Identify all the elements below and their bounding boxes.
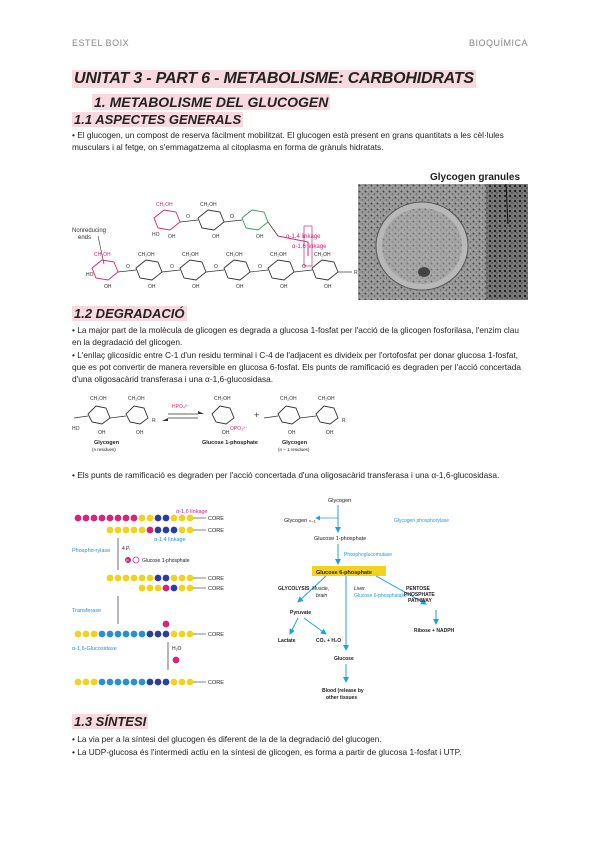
svg-text:CH₂OH: CH₂OH	[90, 396, 107, 402]
svg-text:O: O	[302, 264, 306, 270]
glucose-ring	[180, 260, 206, 280]
paragraph-degradacio-1: • La major part de la molècula de glicogen es degrada a glucosa 1-fosfat per l'acció de la glicogen fosforilasa, l'enzim clau en la degradació del glicogen.	[72, 325, 519, 347]
header-author: ESTEL BOIX	[72, 38, 130, 48]
svg-text:OH: OH	[324, 284, 332, 290]
svg-text:CORE: CORE	[208, 516, 224, 522]
svg-text:OH: OH	[136, 430, 144, 436]
svg-text:CORE: CORE	[208, 632, 224, 638]
paragraph-degradacio-3: • Els punts de ramificació es degraden per l'acció concertada d'una oligosacàrid transferasa i una α-1,6-glucosidasa.	[72, 470, 500, 480]
svg-text:O: O	[230, 214, 234, 220]
svg-text:4 Pᵢ: 4 Pᵢ	[122, 546, 131, 552]
paragraph-degradacio-2: • L'enllaç glicosídic entre C-1 d'un residu terminal i C-4 de l'adjacent es divideix per l'ortofosfat per donar glucosa 1-fosfat, que es pot convertir de manera reversible en glucosa 6-fosfat. Els punts de ramificació es degraden per l'acció concertada d'una oligosacàrid transferasa i una α-1,6-glucosidasa.	[72, 350, 521, 384]
svg-text:Glycogen: Glycogen	[328, 498, 352, 504]
svg-text:GLYCOLYSIS: GLYCOLYSIS	[278, 586, 310, 592]
svg-text:R: R	[152, 418, 156, 424]
svg-text:OH: OH	[168, 234, 176, 240]
debranching-diagram	[72, 500, 268, 706]
svg-text:HO: HO	[152, 232, 160, 238]
svg-text:HO: HO	[86, 272, 94, 278]
svg-text:Glucose 1-phosphate: Glucose 1-phosphate	[142, 558, 190, 564]
label-alpha16: α-1,6 linkage	[292, 244, 327, 250]
svg-text:CORE: CORE	[208, 528, 224, 534]
svg-text:PENTOSE: PENTOSE	[406, 586, 430, 592]
svg-text:CH₂OH: CH₂OH	[270, 252, 287, 258]
svg-text:PHOSPHATE: PHOSPHATE	[404, 592, 435, 598]
svg-text:CORE: CORE	[208, 586, 224, 592]
svg-text:H₂O: H₂O	[172, 646, 182, 652]
svg-text:α-1,6-Glucosidase: α-1,6-Glucosidase	[72, 646, 117, 652]
svg-text:OH: OH	[256, 234, 264, 240]
svg-text:Glucose 6-phosphate: Glucose 6-phosphate	[316, 570, 372, 576]
glucose-ring	[224, 260, 250, 280]
svg-text:O: O	[258, 264, 262, 270]
svg-text:(n residues): (n residues)	[92, 447, 116, 452]
svg-text:OH: OH	[236, 284, 244, 290]
section-heading-1: 1. METABOLISME DEL GLUCOGEN	[94, 94, 329, 110]
svg-text:CH₂OH: CH₂OH	[280, 396, 297, 402]
label-alpha14: α-1,4 linkage	[286, 234, 321, 240]
svg-text:Phospho-rylase: Phospho-rylase	[72, 548, 111, 554]
svg-text:O: O	[214, 264, 218, 270]
svg-text:CORE: CORE	[208, 576, 224, 582]
glycogen-fate-pathway	[276, 494, 532, 702]
svg-text:CO₂ + H₂O: CO₂ + H₂O	[316, 638, 342, 644]
svg-text:Blood (release by: Blood (release by	[322, 688, 364, 694]
svg-text:CH₂OH: CH₂OH	[318, 396, 335, 402]
svg-text:OH: OH	[98, 430, 106, 436]
label-ends: ends	[78, 235, 92, 241]
chain-row-1	[75, 515, 206, 534]
svg-text:Liver: Liver	[354, 586, 365, 592]
svg-text:R: R	[354, 270, 358, 276]
svg-text:+: +	[254, 410, 260, 420]
svg-text:Phosphoglucomutase: Phosphoglucomutase	[344, 552, 393, 558]
svg-text:CH₂OH: CH₂OH	[128, 396, 145, 402]
svg-text:CH₂OH: CH₂OH	[138, 252, 155, 258]
header-subject: BIOQUÍMICA	[468, 38, 528, 48]
svg-text:Ribose + NADPH: Ribose + NADPH	[414, 628, 455, 634]
svg-text:brain: brain	[316, 593, 328, 599]
svg-text:OH: OH	[288, 430, 296, 436]
paragraph-sintesi-1: • La via per a la síntesi del glucogen és diferent de la de la degradació del glucogen.	[72, 734, 382, 744]
svg-text:CH₂OH: CH₂OH	[214, 396, 231, 402]
svg-text:Glycogen ₙ₋₁: Glycogen ₙ₋₁	[284, 518, 316, 524]
svg-text:OH: OH	[192, 284, 200, 290]
svg-text:O: O	[170, 264, 174, 270]
svg-text:OH: OH	[222, 430, 230, 436]
glycogen-structure-figure	[72, 196, 360, 296]
svg-text:(n − 1 residues): (n − 1 residues)	[278, 447, 310, 452]
svg-text:Glucose 1-phosphate: Glucose 1-phosphate	[314, 536, 367, 542]
svg-text:α-1,6 linkage: α-1,6 linkage	[176, 509, 208, 515]
label-nonreducing: Nonreducing	[72, 228, 107, 234]
svg-text:Transferase: Transferase	[72, 608, 102, 614]
glucose-ring	[198, 210, 224, 230]
svg-text:CH₂OH: CH₂OH	[226, 252, 243, 258]
svg-text:P: P	[126, 558, 129, 563]
heading-aspectes-generals: 1.1 ASPECTES GENERALS	[74, 112, 242, 127]
svg-text:OH: OH	[148, 284, 156, 290]
svg-text:HO: HO	[72, 426, 80, 432]
glucose-ring	[268, 260, 294, 280]
svg-text:Glucose: Glucose	[334, 656, 354, 662]
svg-text:Glycogen: Glycogen	[282, 440, 308, 446]
svg-text:Glucose 1-phosphate: Glucose 1-phosphate	[202, 440, 258, 446]
paragraph-sintesi-2: • La UDP-glucosa és l'intermedi actiu en la síntesi de glicogen, es forma a partir de glucosa 1-fosfat i UTP.	[72, 747, 462, 757]
svg-text:CH₂OH: CH₂OH	[94, 252, 111, 258]
svg-text:Pyruvate: Pyruvate	[290, 610, 312, 616]
page-title: UNITAT 3 - PART 6 - METABOLISME: CARBOHIDRATS	[74, 70, 474, 87]
paragraph-glucogen-intro: • El glucogen, un compost de reserva fàcilment mobilitzat. El glucogen està present en grans quantitats a les cèl·lules musculars i al fetge, on s'emmagatzema al citoplasma en forma de grànuls hidratats.	[72, 130, 504, 152]
svg-text:OH: OH	[212, 234, 220, 240]
micrograph-label: Glycogen granules	[430, 172, 521, 183]
svg-text:CH₂OH: CH₂OH	[200, 202, 217, 208]
svg-text:OPO₃²⁻: OPO₃²⁻	[230, 426, 248, 432]
svg-text:HPO₄²⁻: HPO₄²⁻	[172, 404, 190, 410]
svg-text:Muscle,: Muscle,	[312, 586, 330, 592]
svg-text:OH: OH	[280, 284, 288, 290]
svg-text:CH₂OH: CH₂OH	[182, 252, 199, 258]
heading-sintesi: 1.3 SÍNTESI	[74, 714, 147, 729]
svg-text:Glycogen: Glycogen	[94, 440, 120, 446]
svg-text:PATHWAY: PATHWAY	[408, 598, 432, 604]
svg-text:CORE: CORE	[208, 680, 224, 686]
glucose-ring	[312, 260, 338, 280]
svg-text:CH₂OH: CH₂OH	[314, 252, 331, 258]
svg-text:Glucose 6-phosphatase: Glucose 6-phosphatase	[354, 593, 407, 599]
glucose-ring	[154, 210, 180, 230]
svg-text:Glycogen phosphorylase: Glycogen phosphorylase	[394, 518, 450, 524]
glucose-ring	[92, 260, 118, 280]
glucose-ring	[242, 210, 268, 230]
glycogen-granules-micrograph	[358, 184, 528, 300]
svg-text:other tissues: other tissues	[326, 695, 358, 701]
svg-text:OH: OH	[104, 284, 112, 290]
svg-text:Lactate: Lactate	[278, 638, 296, 644]
svg-text:α-1,4 linkage: α-1,4 linkage	[154, 537, 186, 543]
svg-text:O: O	[126, 264, 130, 270]
svg-text:CH₂OH: CH₂OH	[156, 202, 173, 208]
heading-degradacio: 1.2 DEGRADACIÓ	[74, 306, 185, 321]
svg-text:O: O	[186, 214, 190, 220]
phosphorolysis-reaction	[72, 392, 372, 456]
svg-text:R: R	[342, 418, 346, 424]
svg-text:OH: OH	[326, 430, 334, 436]
glucose-ring	[136, 260, 162, 280]
